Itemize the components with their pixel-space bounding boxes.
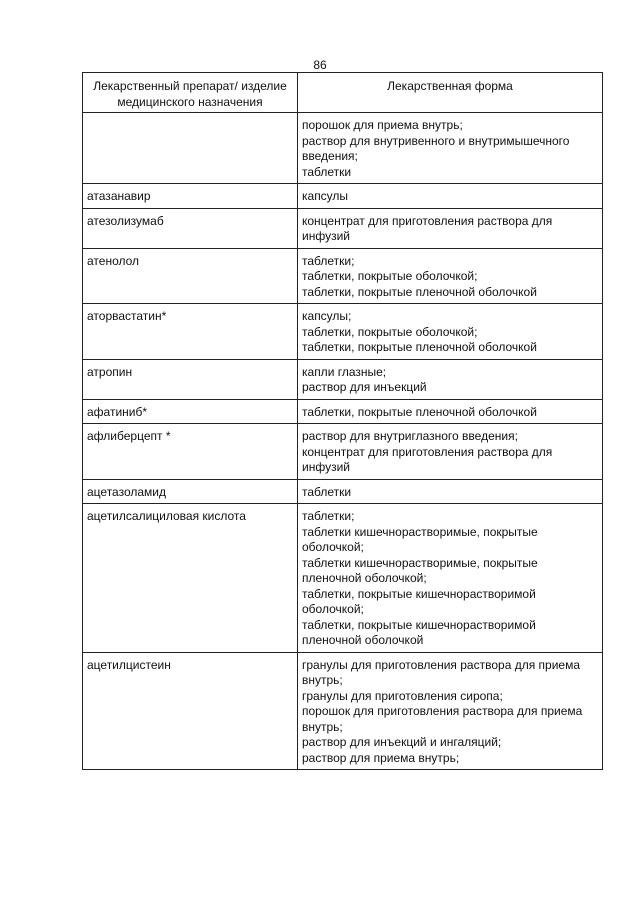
dosage-form-line: раствор для инъекций и ингаляций; <box>302 735 502 749</box>
dosage-form-cell <box>298 359 603 399</box>
table-row <box>83 304 603 360</box>
dosage-form-line: таблетки кишечнорастворимые, покрытые оболочкой; <box>302 524 538 554</box>
dosage-form-line: гранулы для приготовления сиропа; <box>302 688 503 703</box>
dosage-form-line: таблетки; <box>302 509 355 523</box>
table-row <box>83 479 603 504</box>
dosage-form-line: капсулы; <box>302 309 352 323</box>
drug-name-cell <box>83 113 298 184</box>
dosage-form-cell <box>298 479 603 504</box>
dosage-form-line: раствор для внутриглазного введения; <box>302 429 518 443</box>
table-body <box>83 113 603 770</box>
table-header-row <box>83 73 603 113</box>
dosage-form-line: таблетки, покрытые кишечнорастворимой оболочкой; <box>302 586 536 616</box>
drug-name-cell: афатиниб* <box>83 399 298 424</box>
table-row <box>83 208 603 248</box>
dosage-form-line: порошок для приема внутрь; <box>302 118 463 132</box>
drug-name-cell: атазанавир <box>83 184 298 209</box>
drug-name-cell: атезолизумаб <box>83 208 298 248</box>
table-row <box>83 504 603 653</box>
dosage-form-line: таблетки, покрытые оболочкой; <box>302 324 478 339</box>
drug-name-cell: ацетазоламид <box>83 479 298 504</box>
dosage-form-line: концентрат для приготовления раствора для инфузий <box>302 444 553 474</box>
header-drug: Лекарственный препарат/ изделие медицинского назначения <box>83 73 298 113</box>
dosage-form-line: гранулы для приготовления раствора для приема внутрь; <box>302 657 581 687</box>
dosage-form-line: раствор для приема внутрь; <box>302 750 460 765</box>
dosage-form-line: капсулы <box>302 189 349 203</box>
drug-name-cell: атропин <box>83 359 298 399</box>
drug-table <box>82 72 603 770</box>
dosage-form-cell <box>298 424 603 480</box>
dosage-form-cell <box>298 208 603 248</box>
drug-name-cell: афлиберцепт * <box>83 424 298 480</box>
dosage-form-line: концентрат для приготовления раствора для инфузий <box>302 213 553 243</box>
dosage-form-cell <box>298 652 603 770</box>
drug-name-cell: аторвастатин* <box>83 304 298 360</box>
page-number: 86 <box>313 58 327 72</box>
dosage-form-line: раствор для инъекций <box>302 380 427 394</box>
table-row <box>83 184 603 209</box>
dosage-form-cell <box>298 304 603 360</box>
dosage-form-line: таблетки, покрытые оболочкой; <box>302 269 478 283</box>
dosage-form-line: таблетки, покрытые пленочной оболочкой <box>302 340 537 354</box>
table-row <box>83 424 603 480</box>
dosage-form-line: таблетки кишечнорастворимые, покрытые пленочной оболочкой; <box>302 555 538 585</box>
table-row <box>83 113 603 184</box>
dosage-form-cell <box>298 399 603 424</box>
drug-name-cell: атенолол <box>83 248 298 304</box>
dosage-form-line: раствор для внутривенного и внутримышечного введения; <box>302 133 570 163</box>
dosage-form-line: таблетки <box>302 164 352 179</box>
drug-name-cell: ацетилсалициловая кислота <box>83 504 298 653</box>
dosage-form-cell <box>298 504 603 653</box>
dosage-form-line: таблетки <box>302 484 352 499</box>
dosage-form-line: капли глазные; <box>302 364 387 379</box>
dosage-form-cell <box>298 184 603 209</box>
dosage-form-cell <box>298 113 603 184</box>
dosage-form-line: таблетки; <box>302 253 355 268</box>
dosage-form-line: таблетки, покрытые кишечнорастворимой пленочной оболочкой <box>302 617 536 647</box>
dosage-form-line: порошок для приготовления раствора для приема внутрь; <box>302 704 583 734</box>
dosage-form-line: таблетки, покрытые пленочной оболочкой <box>302 404 537 419</box>
drug-name-cell: ацетилцистеин <box>83 652 298 770</box>
dosage-form-line: таблетки, покрытые пленочной оболочкой <box>302 284 537 299</box>
table-row <box>83 399 603 424</box>
dosage-form-cell <box>298 248 603 304</box>
table-row <box>83 652 603 770</box>
table-row <box>83 248 603 304</box>
header-form: Лекарственная форма <box>298 73 603 113</box>
table-row <box>83 359 603 399</box>
